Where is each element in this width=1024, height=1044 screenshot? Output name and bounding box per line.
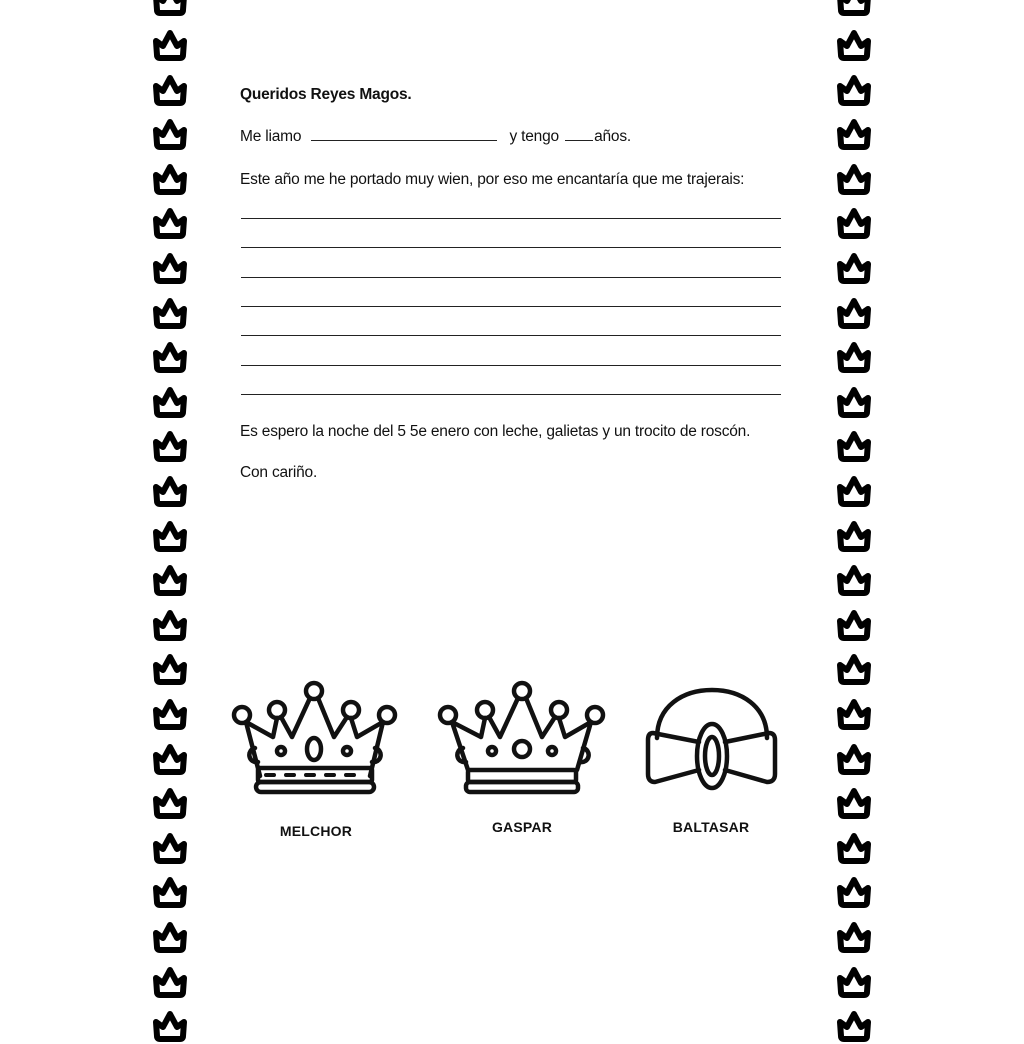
border-crown-icon xyxy=(834,27,874,63)
border-crown-icon xyxy=(834,161,874,197)
border-crown-icon xyxy=(834,830,874,866)
border-crown-icon xyxy=(150,384,190,420)
border-crown-icon xyxy=(150,741,190,777)
border-crown-icon xyxy=(834,874,874,910)
border-crown-icon xyxy=(834,964,874,1000)
baltasar-turban-icon xyxy=(645,686,779,802)
border-crown-icon xyxy=(834,741,874,777)
border-crown-icon xyxy=(834,295,874,331)
left-crown-border xyxy=(150,0,190,1024)
border-crown-icon xyxy=(150,116,190,152)
border-crown-icon xyxy=(834,562,874,598)
border-crown-icon xyxy=(150,919,190,955)
king-name-melchor: MELCHOR xyxy=(279,823,353,839)
border-crown-icon xyxy=(150,250,190,286)
gaspar-crown-icon xyxy=(436,680,608,798)
border-crown-icon xyxy=(834,696,874,732)
king-name-baltasar: BALTASAR xyxy=(672,819,750,835)
writing-line[interactable] xyxy=(241,335,781,336)
border-crown-icon xyxy=(834,919,874,955)
border-crown-icon xyxy=(834,607,874,643)
border-crown-icon xyxy=(834,0,874,18)
writing-line[interactable] xyxy=(241,306,781,307)
border-crown-icon xyxy=(150,72,190,108)
border-crown-icon xyxy=(150,562,190,598)
border-crown-icon xyxy=(150,964,190,1000)
border-crown-icon xyxy=(150,607,190,643)
border-crown-icon xyxy=(834,651,874,687)
border-crown-icon xyxy=(150,696,190,732)
wish-intro: Este año me he portado muy wien, por eso me encantaría que me trajerais: xyxy=(240,171,745,188)
border-crown-icon xyxy=(150,651,190,687)
border-crown-icon xyxy=(150,830,190,866)
border-crown-icon xyxy=(834,518,874,554)
border-crown-icon xyxy=(150,785,190,821)
melchor-crown-icon xyxy=(230,680,402,798)
border-crown-icon xyxy=(150,27,190,63)
writing-line[interactable] xyxy=(241,394,781,395)
border-crown-icon xyxy=(834,785,874,821)
border-crown-icon xyxy=(834,384,874,420)
border-crown-icon xyxy=(150,518,190,554)
signoff: Con cariño. xyxy=(240,464,318,481)
border-crown-icon xyxy=(150,0,190,18)
border-crown-icon xyxy=(834,339,874,375)
border-crown-icon xyxy=(150,428,190,464)
king-name-gaspar: GASPAR xyxy=(491,819,553,835)
closing-text: Es espero la noche del 5 5e enero con leche, galietas y un trocito de roscón. xyxy=(240,423,751,440)
right-crown-border xyxy=(834,0,874,1024)
name-blank[interactable] xyxy=(311,128,497,141)
writing-line[interactable] xyxy=(241,277,781,278)
border-crown-icon xyxy=(834,205,874,241)
name-age-line xyxy=(240,128,631,146)
border-crown-icon xyxy=(834,116,874,152)
border-crown-icon xyxy=(150,161,190,197)
writing-line[interactable] xyxy=(241,218,781,219)
writing-line[interactable] xyxy=(241,247,781,248)
border-crown-icon xyxy=(150,295,190,331)
border-crown-icon xyxy=(150,339,190,375)
border-crown-icon xyxy=(834,473,874,509)
border-crown-icon xyxy=(834,72,874,108)
border-crown-icon xyxy=(150,473,190,509)
age-label: y tengo xyxy=(509,128,559,145)
name-label: Me liamo xyxy=(240,128,302,145)
age-blank[interactable] xyxy=(565,128,593,141)
border-crown-icon xyxy=(834,428,874,464)
greeting: Queridos Reyes Magos. xyxy=(240,86,412,103)
border-crown-icon xyxy=(150,874,190,910)
age-suffix: años. xyxy=(594,128,631,145)
border-crown-icon xyxy=(150,1008,190,1044)
border-crown-icon xyxy=(834,1008,874,1044)
border-crown-icon xyxy=(834,250,874,286)
border-crown-icon xyxy=(150,205,190,241)
writing-line[interactable] xyxy=(241,365,781,366)
